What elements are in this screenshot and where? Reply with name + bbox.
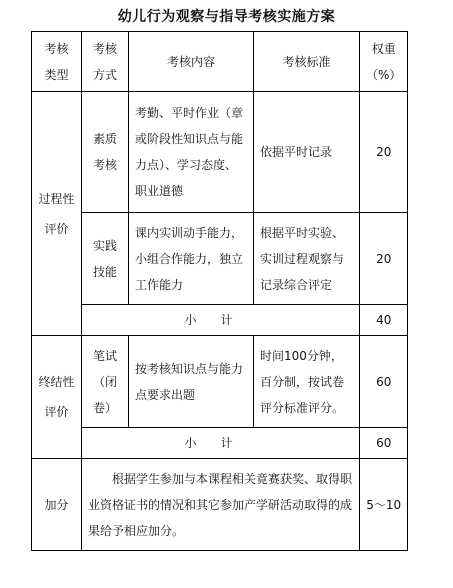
header-standard: 考核标准 bbox=[254, 32, 360, 92]
final-content-cell: 按考核知识点与能力点要求出题 bbox=[129, 336, 254, 428]
quality-method-cell: 素质 考核 bbox=[82, 92, 129, 213]
final-type-cell: 终结性 评价 bbox=[32, 336, 82, 459]
subtotal-2-label: 小计 bbox=[82, 428, 360, 459]
bonus-type-cell: 加分 bbox=[32, 459, 82, 551]
header-content: 考核内容 bbox=[129, 32, 254, 92]
quality-content-cell: 考勤、平时作业（章或阶段性知识点与能力点）、学习态度、职业道德 bbox=[129, 92, 254, 213]
practice-method-cell: 实践 技能 bbox=[82, 213, 129, 305]
subtotal-1-value: 40 bbox=[360, 305, 408, 336]
quality-row bbox=[32, 92, 408, 213]
assessment-table bbox=[31, 31, 408, 551]
header-method: 考核 方式 bbox=[82, 32, 129, 92]
quality-weight-cell: 20 bbox=[360, 92, 408, 213]
quality-standard-cell: 依据平时记录 bbox=[254, 92, 360, 213]
practice-content-cell: 课内实训动手能力，小组合作能力，独立工作能力 bbox=[129, 213, 254, 305]
bonus-row bbox=[32, 459, 408, 551]
final-method-cell: 笔试 （闭 卷） bbox=[82, 336, 129, 428]
subtotal-row-2 bbox=[32, 428, 408, 459]
process-type-cell: 过程性 评价 bbox=[32, 92, 82, 336]
header-row bbox=[32, 32, 408, 92]
header-type: 考核 类型 bbox=[32, 32, 82, 92]
subtotal-row-1 bbox=[32, 305, 408, 336]
practice-standard-cell: 根据平时实验、实训过程观察与记录综合评定 bbox=[254, 213, 360, 305]
practice-row bbox=[32, 213, 408, 305]
practice-weight-cell: 20 bbox=[360, 213, 408, 305]
header-weight: 权重 （%） bbox=[360, 32, 408, 92]
subtotal-2-value: 60 bbox=[360, 428, 408, 459]
bonus-content-cell: 根据学生参加与本课程相关竟赛获奖、取得职业资格证书的情况和其它参加产学研活动取得的成果给予相应加分。 bbox=[82, 459, 360, 551]
final-row bbox=[32, 336, 408, 428]
document-title: 幼儿行为观察与指导考核实施方案 bbox=[117, 9, 336, 25]
subtotal-1-label: 小计 bbox=[82, 305, 360, 336]
bonus-weight-cell: 5～10 bbox=[360, 459, 408, 551]
final-weight-cell: 60 bbox=[360, 336, 408, 428]
final-standard-cell: 时间100分钟，百分制，按试卷评分标准评分。 bbox=[254, 336, 360, 428]
